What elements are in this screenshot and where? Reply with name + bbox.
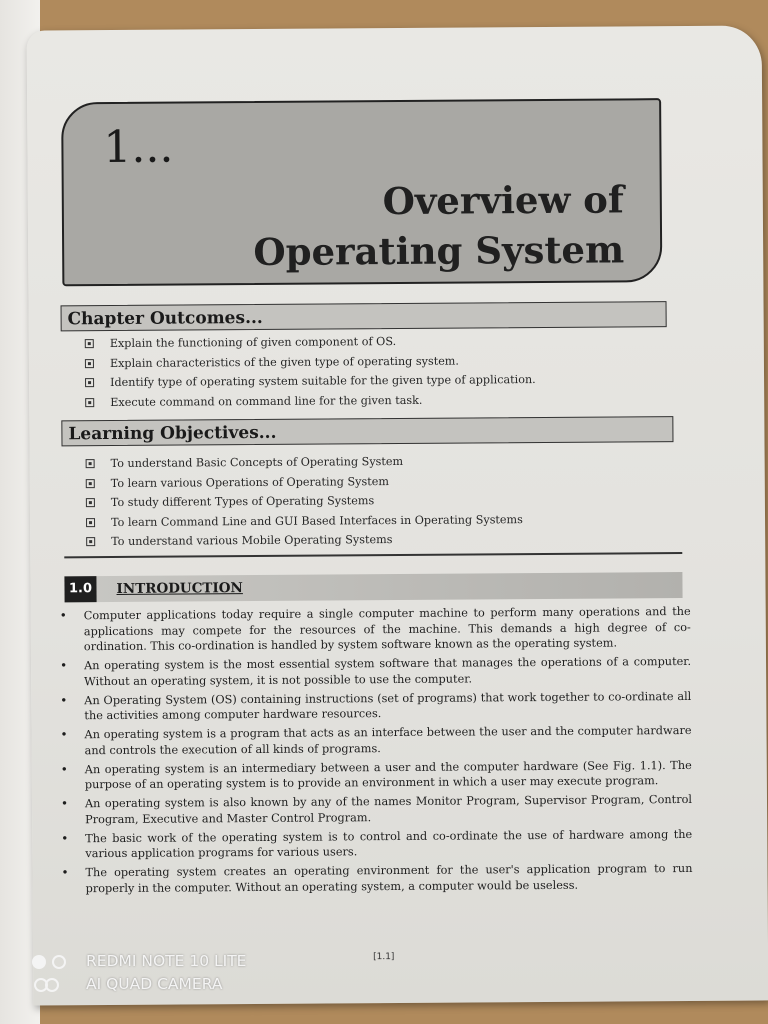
list-item: To understand Basic Concepts of Operating System	[86, 451, 523, 474]
paragraph-item: • An operating system is a program that acts as an interface between the user and the computer hardware and controls the execution of all kinds of programs.	[57, 723, 691, 758]
paragraph-item: • An Operating System (OS) containing instructions (set of programs) that work together to co-ordinate all the activities among computer hardware resources.	[57, 688, 691, 723]
list-item: Explain the functioning of given component of OS.	[85, 331, 536, 354]
paragraph-item: • The operating system creates an operating environment for the user's application program to run properly in the computer. Without an operating system, a computer would be useless.	[58, 861, 692, 896]
list-item: Identify type of operating system suitable for the given type of application.	[85, 370, 536, 393]
paragraph-item: • The basic work of the operating system is to control and co-ordinate the use of hardware among the various application programs for various users.	[58, 826, 692, 861]
square-bullet-icon	[85, 359, 94, 368]
learning-objectives-list	[86, 451, 524, 552]
paragraph-item: • An operating system is also known by any of the names Monitor Program, Supervisor Program, Control Program, Executive and Master Control Program.	[58, 792, 692, 827]
camera-watermark	[32, 950, 246, 996]
square-bullet-icon	[86, 459, 95, 468]
infinity-icon	[32, 975, 72, 995]
watermark-row	[32, 973, 246, 996]
camera-dots-icon	[32, 952, 72, 972]
page-number: [1.1]	[373, 952, 395, 963]
section-number: 1.0	[64, 576, 96, 602]
paragraph-item: • An operating system is an intermediary between a user and the computer hardware (See Fig. 1.1). The purpose of an operating system is to provide an environment in which a user may execute program.	[58, 757, 692, 792]
square-bullet-icon	[86, 479, 95, 488]
introduction-heading-bar	[64, 572, 682, 602]
section-divider	[64, 552, 682, 558]
chapter-outcomes-heading: Chapter Outcomes...	[61, 301, 667, 331]
list-item: To learn various Operations of Operating System	[86, 471, 523, 494]
chapter-title-line2: Operating System	[253, 227, 625, 274]
learning-objectives-heading: Learning Objectives...	[61, 416, 673, 446]
list-item: Execute command on command line for the given task.	[85, 390, 536, 413]
chapter-number: 1...	[103, 121, 174, 174]
square-bullet-icon	[86, 518, 95, 527]
square-bullet-icon	[85, 339, 94, 348]
chapter-title	[253, 174, 624, 277]
paragraph-item: • An operating system is the most essential system software that manages the operations of a computer. Without an operating system, it is not possible to use the computer.	[57, 654, 691, 689]
square-bullet-icon	[85, 378, 94, 387]
introduction-bullets	[57, 604, 693, 900]
list-item: To understand various Mobile Operating Systems	[86, 529, 523, 552]
list-item: To study different Types of Operating Systems	[86, 490, 523, 513]
chapter-title-box	[61, 98, 662, 286]
square-bullet-icon	[86, 498, 95, 507]
section-title: INTRODUCTION	[116, 580, 243, 597]
paragraph-item: • Computer applications today require a single computer machine to perform many operations and the applications may compete for the resources of the machine. This demands a high degree of co-ordination. This co-ordination is handled by system software known as the operating system.	[57, 604, 691, 655]
list-item: To learn Command Line and GUI Based Interfaces in Operating Systems	[86, 510, 523, 533]
square-bullet-icon	[86, 537, 95, 546]
watermark-line1: REDMI NOTE 10 LITE	[86, 952, 247, 970]
square-bullet-icon	[85, 398, 94, 407]
watermark-row	[32, 950, 246, 973]
book-page	[27, 25, 768, 1005]
chapter-outcomes-list	[85, 331, 536, 412]
chapter-title-line1: Overview of	[382, 177, 624, 224]
list-item: Explain characteristics of the given type of operating system.	[85, 351, 536, 374]
watermark-line2: AI QUAD CAMERA	[86, 975, 223, 993]
